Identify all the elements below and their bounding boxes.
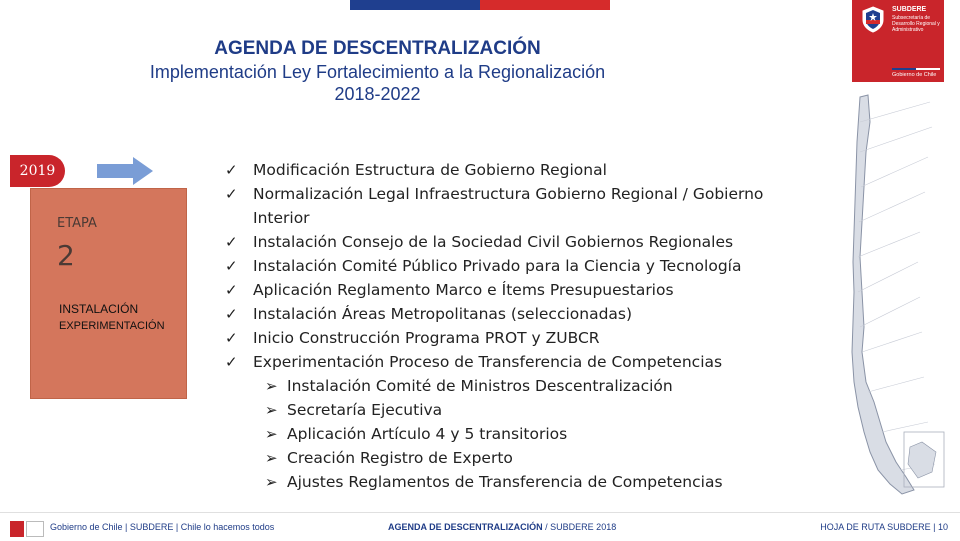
title-years: 2018-2022 (334, 84, 421, 104)
check-icon: ✓ (225, 161, 238, 179)
page-title (40, 38, 715, 105)
chile-map-icon (840, 92, 950, 502)
list-item: ✓ Experimentación Proceso de Transferencia de Competencias (225, 350, 815, 374)
list-item: ✓ Modificación Estructura de Gobierno Regional (225, 158, 815, 182)
stage-subtitle-1: INSTALACIÓN (59, 302, 139, 316)
title-main: AGENDA DE DESCENTRALIZACIÓN (214, 38, 541, 59)
stage-label: ETAPA (57, 216, 97, 231)
arrow-bullet-icon: ➢ (265, 449, 278, 467)
footer-mid-text: AGENDA DE DESCENTRALIZACIÓN / SUBDERE 2018 (388, 522, 617, 532)
list-item: ✓ Instalación Comité Público Privado para la Ciencia y Tecnología (225, 254, 815, 278)
check-icon: ✓ (225, 305, 238, 323)
list-item: ✓ Instalación Consejo de la Sociedad Civil Gobiernos Regionales (225, 230, 815, 254)
footer-left-text: Gobierno de Chile | SUBDERE | Chile lo hacemos todos (50, 522, 275, 532)
check-icon: ✓ (225, 353, 238, 371)
check-icon: ✓ (225, 281, 238, 299)
year-badge: 2019 (10, 155, 65, 187)
footer (0, 512, 960, 541)
coat-of-arms-icon (858, 4, 888, 34)
logo-stripe (892, 68, 940, 70)
check-icon: ✓ (225, 329, 238, 347)
subdere-logo (852, 0, 944, 82)
footer-page-number: HOJA DE RUTA SUBDERE | 10 (820, 522, 948, 532)
arrow-bullet-icon: ➢ (265, 425, 278, 443)
sub-list-item: ➢ Secretaría Ejecutiva (265, 398, 815, 422)
footer-logo-box (26, 521, 44, 537)
stage-box (30, 188, 187, 399)
sub-list-item: ➢ Ajustes Reglamentos de Transferencia de Competencias (265, 470, 815, 494)
arrow-bullet-icon: ➢ (265, 377, 278, 395)
list-item: ✓ Aplicación Reglamento Marco e Ítems Presupuestarios (225, 278, 815, 302)
logo-title: SUBDERE (892, 6, 927, 13)
sub-list-item: ➢ Instalación Comité de Ministros Descentralización (265, 374, 815, 398)
logo-gobierno: Gobierno de Chile (892, 72, 937, 78)
footer-red-square (10, 521, 24, 537)
logo-subtitle: Subsecretaría de Desarrollo Regional y Administrativo (892, 15, 940, 33)
title-subtitle: Implementación Ley Fortalecimiento a la Regionalización (149, 62, 606, 82)
top-flag-stripe (350, 0, 610, 10)
sub-list-item: ➢ Aplicación Artículo 4 y 5 transitorios (265, 422, 815, 446)
stage-subtitle-2: EXPERIMENTACIÓN (59, 320, 165, 332)
list-item: ✓ Instalación Áreas Metropolitanas (seleccionadas) (225, 302, 815, 326)
arrow-bullet-icon: ➢ (265, 473, 278, 491)
sub-list-item: ➢ Creación Registro de Experto (265, 446, 815, 470)
right-arrow-icon (97, 157, 153, 185)
stripe-red (480, 0, 610, 10)
check-icon: ✓ (225, 185, 238, 203)
arrow-bullet-icon: ➢ (265, 401, 278, 419)
stage-number: 2 (57, 239, 75, 272)
stripe-blue (350, 0, 480, 10)
check-icon: ✓ (225, 233, 238, 251)
list-item: ✓ Normalización Legal Infraestructura Gobierno Regional / Gobierno Interior (225, 182, 815, 230)
list-item: ✓ Inicio Construcción Programa PROT y ZUBCR (225, 326, 815, 350)
check-icon: ✓ (225, 257, 238, 275)
action-list (225, 158, 815, 494)
